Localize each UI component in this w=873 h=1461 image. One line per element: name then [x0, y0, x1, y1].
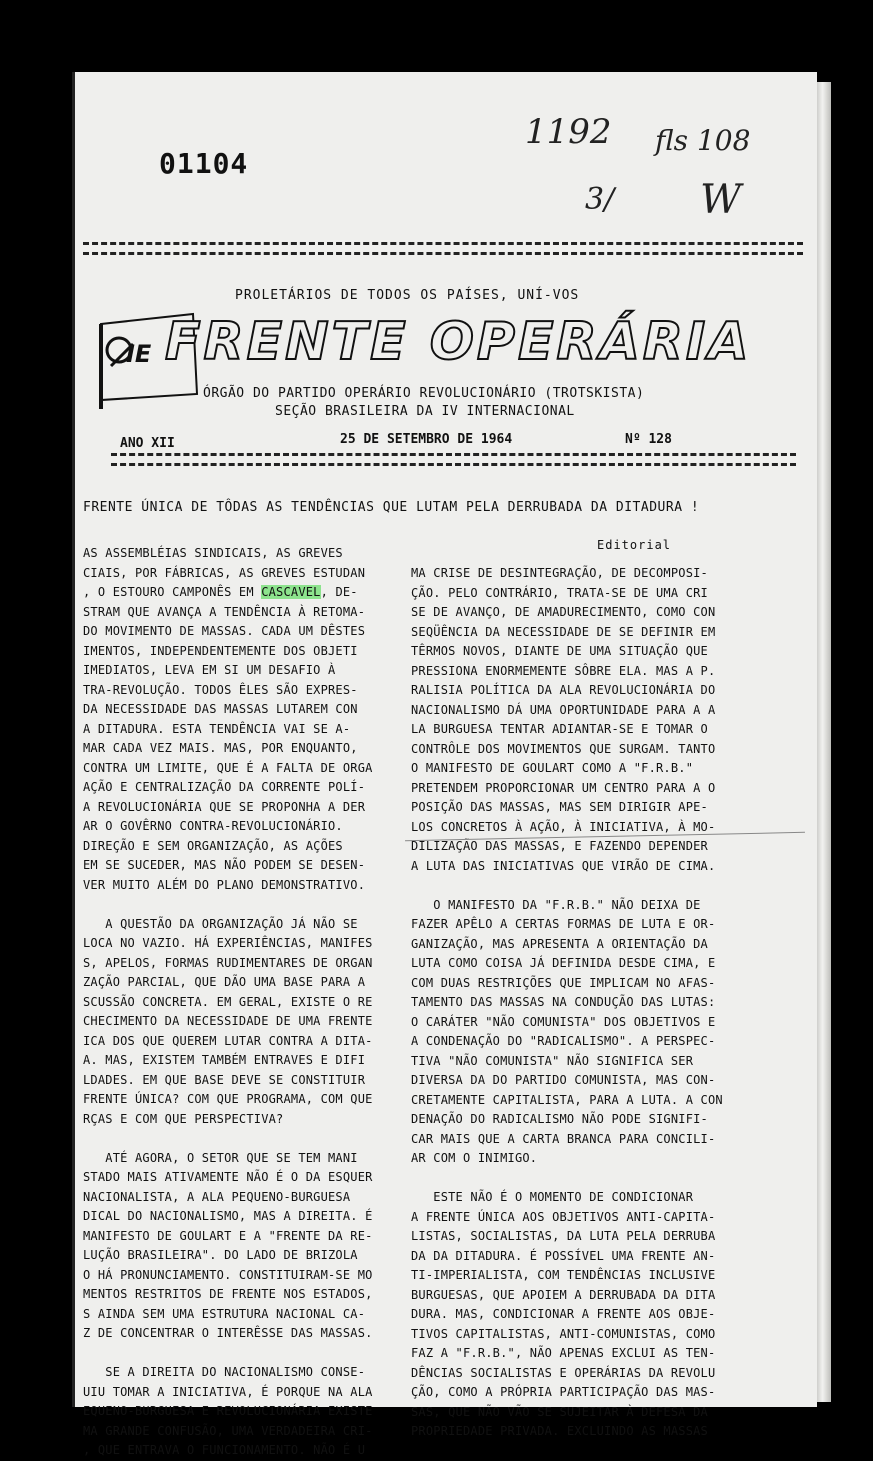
- text-line: S, APELOS, FORMAS RUDIMENTARES DE ORGAN: [83, 955, 373, 970]
- subtitle-line: SEÇÃO BRASILEIRA DA IV INTERNACIONAL: [275, 404, 575, 419]
- text-line: ESTE NÃO É O MOMENTO DE CONDICIONAR: [411, 1190, 694, 1204]
- text-line: O CARÁTER "NÃO COMUNISTA" DOS OBJETIVOS E: [411, 1014, 716, 1029]
- text-line: CHECIMENTO DA NECESSIDADE DE UMA FRENTE: [83, 1014, 373, 1028]
- text-line: MA CRISE DE DESINTEGRAÇÃO, DE DECOMPOSI-: [411, 566, 708, 580]
- text-line: O HÁ PRONUNCIAMENTO. CONSTITUIRAM-SE MO: [83, 1267, 373, 1282]
- text-line: TRA-REVOLUÇÃO. TODOS ÊLES SÃO EXPRES-: [83, 682, 358, 697]
- text-line: DIVERSA DA DO PARTIDO COMUNISTA, MAS CON-: [411, 1073, 716, 1087]
- text-line: CIAIS, POR FÁBRICAS, AS GREVES ESTUDAN: [83, 565, 366, 580]
- text-line: AÇÃO E CENTRALIZAÇÃO DA CORRENTE POLÍ-: [83, 780, 366, 794]
- text-line: PROPRIEDADE PRIVADA. EXCLUINDO AS MASSAS: [411, 1424, 708, 1438]
- text-line: ATÉ AGORA, O SETOR QUE SE TEM MANI: [83, 1150, 358, 1165]
- text-line: SCUSSÃO CONCRETA. EM GERAL, EXISTE O RE: [83, 994, 373, 1009]
- text-line: A. MAS, EXISTEM TAMBÉM ENTRAVES E DIFI: [83, 1053, 366, 1067]
- headline: FRENTE ÚNICA DE TÔDAS AS TENDÊNCIAS QUE LUTAM PELA DERRUBADA DA DITADURA !: [83, 500, 700, 515]
- text-line: PRESSIONA ENORMEMENTE SÔBRE ELA. MAS A P.: [411, 663, 716, 678]
- text-line: O MANIFESTO DA "F.R.B." NÃO DEIXA DE: [411, 897, 701, 912]
- text-line: LOS CONCRETOS À AÇÃO, À INICIATIVA, À MO-: [411, 819, 716, 834]
- text-line: LOCA NO VAZIO. HÁ EXPERIÊNCIAS, MANIFES: [83, 936, 373, 950]
- text-line: FAZ A "F.R.B.", NÃO APENAS EXCLUI AS TEN-: [411, 1346, 716, 1360]
- text-line: DURA. MAS, CONDICIONAR A FRENTE AOS OBJE-: [411, 1307, 716, 1321]
- text-line: AS ASSEMBLÉIAS SINDICAIS, AS GREVES: [83, 546, 343, 560]
- text-line: DA DA DITADURA. É POSSÍVEL UMA FRENTE AN-: [411, 1248, 716, 1263]
- text-line: LUÇÃO BRASILEIRA". DO LADO DE BRIZOLA: [83, 1248, 358, 1262]
- issue-number: Nº 128: [625, 432, 672, 447]
- text-line: STRAM QUE AVANÇA A TENDÊNCIA À RETOMA-: [83, 604, 366, 619]
- text-line: CAR MAIS QUE A CARTA BRANCA PARA CONCILI-: [411, 1131, 716, 1146]
- text-line: BURGUESAS, QUE APOIEM A DERRUBADA DA DITA: [411, 1287, 716, 1302]
- text-line: CONTRÔLE DOS MOVIMENTOS QUE SURGAM. TANTO: [411, 741, 716, 756]
- text-line: TIVA "NÃO COMUNISTA" NÃO SIGNIFICA SER: [411, 1053, 694, 1068]
- text-line: ZAÇÃO PARCIAL, QUE DÃO UMA BASE PARA A: [83, 975, 366, 989]
- text-line: [411, 1169, 723, 1189]
- text-line: A REVOLUCIONÁRIA QUE SE PROPONHA A DER: [83, 799, 366, 814]
- text-line: AR COM O INIMIGO.: [411, 1151, 538, 1165]
- text-line: LA BURGUESA TENTAR ADIANTAR-SE E TOMAR O: [411, 722, 708, 736]
- text-line: ICA DOS QUE QUEREM LUTAR CONTRA A DITA-: [83, 1033, 373, 1048]
- text-line: Z DE CONCENTRAR O INTERÊSSE DAS MASSAS.: [83, 1326, 373, 1340]
- text-line: GANIZAÇÃO, MAS APRESENTA A ORIENTAÇÃO DA: [411, 936, 708, 951]
- archive-number: 01104: [159, 147, 249, 180]
- text-line: TÊRMOS NOVOS, DIANTE DE UMA SITUAÇÃO QUE: [411, 644, 708, 658]
- motto: PROLETÁRIOS DE TODOS OS PAÍSES, UNÍ-VOS: [235, 288, 580, 303]
- text-line: SE DE AVANÇO, DE AMADURECIMENTO, COMO CON: [411, 605, 716, 619]
- handwritten-note: 1192: [525, 112, 612, 152]
- text-line: TAMENTO DAS MASSAS NA CONDUÇÃO DAS LUTAS:: [411, 995, 716, 1009]
- text-line: RALISIA POLÍTICA DA ALA REVOLUCIONÁRIA DO: [411, 683, 716, 697]
- text-line: A QUESTÃO DA ORGANIZAÇÃO JÁ NÃO SE: [83, 916, 358, 931]
- text-line: LDADES. EM QUE BASE DEVE SE CONSTITUIR: [83, 1072, 366, 1087]
- text-line: FRENTE ÚNICA? COM QUE PROGRAMA, COM QUE: [83, 1092, 373, 1106]
- subtitle-line: ÓRGÃO DO PARTIDO OPERÁRIO REVOLUCIONÁRIO (TROTSKISTA): [203, 386, 645, 401]
- text-line: NACIONALISTA, A ALA PEQUENO-BURGUESA: [83, 1189, 351, 1204]
- text-line: NACIONALISMO DÁ UMA OPORTUNIDADE PARA A A: [411, 702, 716, 717]
- text-line: DENAÇÃO DO RADICALISMO NÃO PODE SIGNIFI-: [411, 1112, 708, 1126]
- text-line: [411, 876, 723, 896]
- text-line: DÊNCIAS SOCIALISTAS E OPERÁRIAS DA REVOLU: [411, 1365, 716, 1380]
- text-line: A CONDENAÇÃO DO "RADICALISMO". A PERSPEC-: [411, 1034, 716, 1048]
- handwritten-note: fls 108: [655, 124, 751, 157]
- text-line: S AINDA SEM UMA ESTRUTURA NACIONAL CA-: [83, 1306, 366, 1321]
- text-line: A LUTA DAS INICIATIVAS QUE VIRÃO DE CIMA.: [411, 858, 716, 873]
- text-line: SAS, QUE NÃO VÃO SE SUJEITAR À DEFESA DA: [411, 1404, 708, 1419]
- text-line: [83, 895, 373, 915]
- text-line: COM DUAS RESTRIÇÕES QUE IMPLICAM NO AFAS-: [411, 975, 716, 990]
- text-line: STADO MAIS ATIVAMENTE NÃO É O DA ESQUER: [83, 1170, 373, 1184]
- handwritten-note: 3/: [585, 182, 615, 217]
- text-line: UIU TOMAR A INICIATIVA, É PORQUE NA ALA: [83, 1384, 373, 1399]
- text-line: POSIÇÃO DAS MASSAS, MAS SEM DIRIGIR APE-: [411, 800, 708, 814]
- text-line: O MANIFESTO DE GOULART COMO A "F.R.B.": [411, 761, 694, 775]
- left-column: [83, 544, 373, 1461]
- divider: [83, 242, 803, 245]
- masthead-title: FRENTE OPERÁRIA: [165, 312, 752, 372]
- text-line: TIVOS CAPITALISTAS, ANTI-COMUNISTAS, COMO: [411, 1326, 716, 1341]
- text-line: RÇAS E COM QUE PERSPECTIVA?: [83, 1111, 284, 1126]
- text-line: EQUENO-BURGUESA E REVOLUCIONÁRIA EXISTE: [83, 1404, 373, 1418]
- highlighted-word: CASCAVEL: [261, 585, 321, 599]
- text-line: , QUE ENTRAVA O FUNCIONAMENTO. NÃO É U: [83, 1443, 366, 1457]
- text-line: SEQÜÊNCIA DA NECESSIDADE DE SE DEFINIR EM: [411, 624, 716, 639]
- text-line: , O ESTOURO CAMPONÊS EM CASCAVEL, DE-: [83, 585, 358, 599]
- text-line: IMENTOS, INDEPENDENTEMENTE DOS OBJETI: [83, 643, 358, 658]
- text-line: CRETAMENTE CAPITALISTA, PARA A LUTA. A CON: [411, 1092, 723, 1107]
- text-line: MENTOS RESTRITOS DE FRENTE NOS ESTADOS,: [83, 1287, 373, 1301]
- text-line: SE A DIREITA DO NACIONALISMO CONSE-: [83, 1365, 366, 1379]
- text-line: A DITADURA. ESTA TENDÊNCIA VAI SE A-: [83, 721, 351, 736]
- svg-text:IE: IE: [126, 340, 152, 368]
- text-line: DA NECESSIDADE DAS MASSAS LUTAREM CON: [83, 702, 358, 716]
- text-line: [83, 1344, 373, 1364]
- divider: [83, 252, 803, 255]
- text-line: AR O GOVÊRNO CONTRA-REVOLUCIONÁRIO.: [83, 819, 343, 833]
- text-line: DICAL DO NACIONALISMO, MAS A DIREITA. É: [83, 1209, 373, 1223]
- text-line: VER MUITO ALÉM DO PLANO DEMONSTRATIVO.: [83, 877, 366, 892]
- text-line: A FRENTE ÚNICA AOS OBJETIVOS ANTI-CAPITA-: [411, 1209, 716, 1224]
- newspaper-page: [72, 72, 817, 1457]
- text-line: MAR CADA VEZ MAIS. MAS, POR ENQUANTO,: [83, 741, 358, 755]
- section-label: Editorial: [597, 538, 672, 552]
- text-line: DO MOVIMENTO DE MASSAS. CADA UM DÊSTES: [83, 624, 366, 638]
- text-line: FAZER APÊLO A CERTAS FORMAS DE LUTA E OR-: [411, 917, 716, 931]
- issue-year: ANO XII: [120, 436, 175, 451]
- divider: [111, 463, 796, 466]
- text-line: EM SE SUCEDER, MAS NÃO PODEM SE DESEN-: [83, 858, 366, 872]
- text-line: IMEDIATOS, LEVA EM SI UM DESAFIO À: [83, 663, 336, 677]
- right-column: [411, 564, 723, 1442]
- divider: [111, 453, 796, 456]
- text-line: TI-IMPERIALISTA, COM TENDÊNCIAS INCLUSIVE: [411, 1268, 716, 1282]
- text-line: DILIZAÇÃO DAS MASSAS, E FAZENDO DEPENDER: [411, 839, 708, 853]
- text-line: [83, 1129, 373, 1149]
- text-line: MANIFESTO DE GOULART E A "FRENTE DA RE-: [83, 1228, 373, 1243]
- text-line: LISTAS, SOCIALISTAS, DA LUTA PELA DERRUBA: [411, 1229, 716, 1243]
- text-line: ÇÃO, COMO A PRÓPRIA PARTICIPAÇÃO DAS MAS-: [411, 1385, 716, 1399]
- issue-date: 25 DE SETEMBRO DE 1964: [340, 432, 513, 447]
- text-line: ÇÃO. PELO CONTRÁRIO, TRATA-SE DE UMA CRI: [411, 585, 708, 600]
- handwritten-note: W: [700, 177, 742, 223]
- text-line: DIREÇÃO E SEM ORGANIZAÇÃO, AS AÇÕES: [83, 838, 343, 853]
- text-line: CONTRA UM LIMITE, QUE É A FALTA DE ORGA: [83, 760, 373, 775]
- text-line: PRETENDEM PROPORCIONAR UM CENTRO PARA A O: [411, 780, 716, 795]
- text-line: LUTA COMO COISA JÁ DEFINIDA DESDE CIMA, E: [411, 956, 716, 970]
- text-line: MA GRANDE CONFUSÃO, UMA VERDADEIRA CRI-: [83, 1423, 373, 1438]
